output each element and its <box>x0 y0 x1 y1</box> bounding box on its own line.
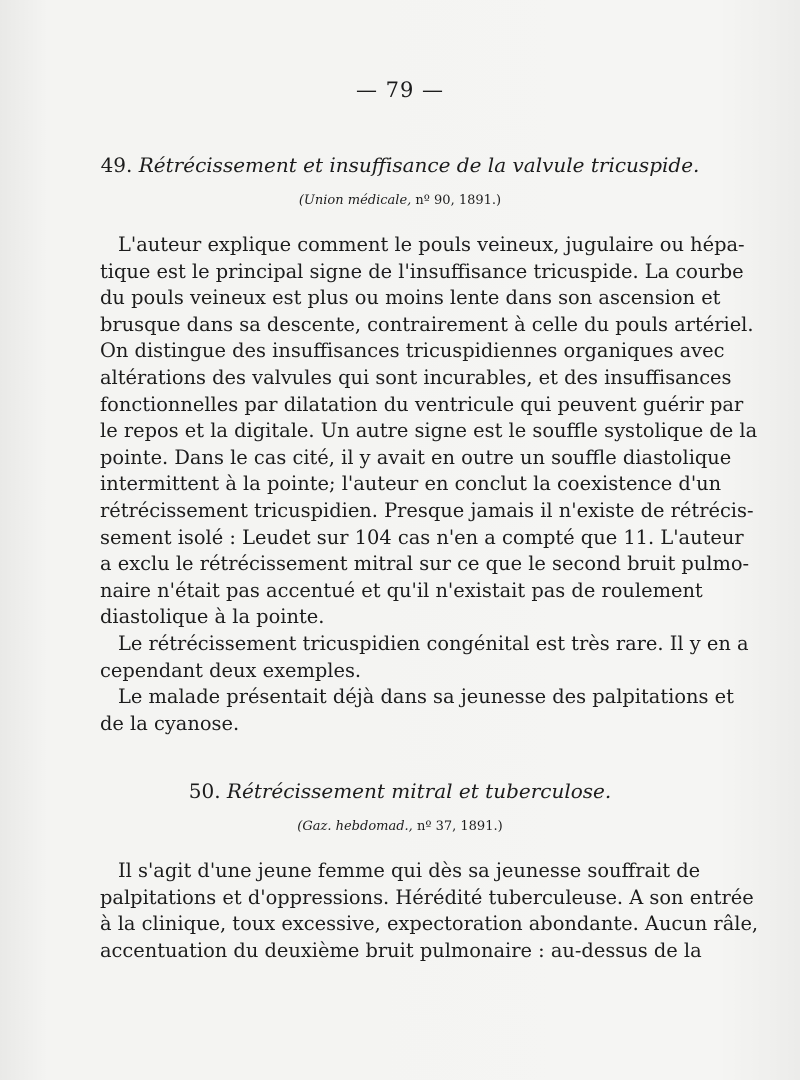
article-49-number: 49. <box>100 153 133 177</box>
article-50-paragraph-1 <box>100 858 759 964</box>
text-line: L'auteur explique comment le pouls veineux, jugulaire ou hépa- <box>118 233 745 256</box>
article-50-source <box>0 819 800 834</box>
article-50-heading <box>0 779 800 803</box>
article-49-paragraph-2 <box>100 631 749 684</box>
text-line: intermittent à la pointe; l'auteur en conclut la coexistence d'un <box>100 472 722 496</box>
article-49-source-issue: nº 90, 1891.) <box>415 193 502 208</box>
text-line: du pouls veineux est plus ou moins lente dans son ascension et <box>100 286 721 310</box>
text-line: diastolique à la pointe. <box>100 605 325 629</box>
article-50-title: Rétrécissement mitral et tuberculose. <box>226 779 612 803</box>
text-line: sement isolé : Leudet sur 104 cas n'en a compté que 11. L'auteur <box>100 525 744 549</box>
text-line: accentuation du deuxième bruit pulmonaire : au-dessus de la <box>100 938 702 962</box>
text-line: fonctionnelles par dilatation du ventricule qui peuvent guérir par <box>100 392 744 416</box>
article-49-paragraph-3 <box>100 684 734 737</box>
text-line: naire n'était pas accentué et qu'il n'existait pas de roulement <box>100 578 703 602</box>
text-line: Le malade présentait déjà dans sa jeunesse des palpitations et <box>118 685 734 708</box>
text-line: pointe. Dans le cas cité, il y avait en outre un souffle diastolique <box>100 445 732 469</box>
page-number: — 79 — <box>355 78 445 102</box>
article-49-source <box>0 193 800 208</box>
article-49-paragraph-1 <box>100 232 758 631</box>
text-line: altérations des valvules qui sont incurables, et des insuffisances <box>100 365 732 389</box>
text-line: rétrécissement tricuspidien. Presque jamais il n'existe de rétrécis- <box>100 498 754 522</box>
text-line: tique est le principal signe de l'insuffisance tricuspide. La courbe <box>100 259 744 283</box>
text-line: brusque dans sa descente, contrairement à celle du pouls artériel. <box>100 312 754 336</box>
text-line: Le rétrécissement tricuspidien congénital est très rare. Il y en a <box>118 632 749 655</box>
text-line: cependant deux exemples. <box>100 658 362 682</box>
article-49-title: Rétrécissement et insuffisance de la valvule tricuspide. <box>138 153 700 177</box>
text-line: à la clinique, toux excessive, expectoration abondante. Aucun râle, <box>100 912 759 936</box>
text-line: Il s'agit d'une jeune femme qui dès sa jeunesse souffrait de <box>118 859 701 882</box>
article-50-source-issue: nº 37, 1891.) <box>416 819 503 834</box>
text-line: On distingue des insuffisances tricuspidiennes organiques avec <box>100 339 725 363</box>
text-line: palpitations et d'oppressions. Hérédité tuberculeuse. A son entrée <box>100 885 754 909</box>
article-50-source-name: (Gaz. hebdomad., <box>297 819 413 834</box>
article-49-heading <box>0 153 800 177</box>
text-line: le repos et la digitale. Un autre signe est le souffle systolique de la <box>100 419 758 443</box>
text-line: a exclu le rétrécissement mitral sur ce que le second bruit pulmo- <box>100 552 750 576</box>
article-50-number: 50. <box>188 779 221 803</box>
text-line: de la cyanose. <box>100 711 240 735</box>
article-49-source-name: (Union médicale, <box>298 193 412 208</box>
